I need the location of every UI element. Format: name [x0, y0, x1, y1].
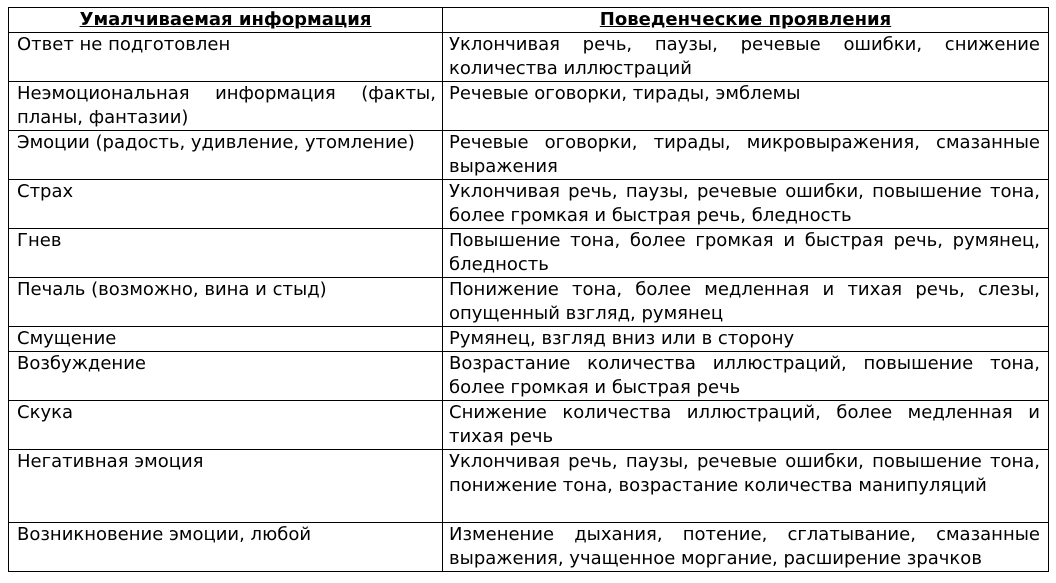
table-row: [9, 131, 1049, 180]
table-row: [9, 229, 1049, 278]
behavior-cell: Уклончивая речь, паузы, речевые ошибки, повышение тона, понижение тона, возрастание количества манипуляций: [443, 450, 1049, 523]
concealed-info-cell: Смущение: [9, 327, 443, 352]
concealed-info-cell: Гнев: [9, 229, 443, 278]
concealed-info-table: [8, 7, 1049, 572]
concealed-info-cell: Скука: [9, 401, 443, 450]
concealed-info-cell: Неэмоциональная информация (факты, планы, фантазии): [9, 82, 443, 131]
behavior-cell: Изменение дыхания, потение, сглатывание, смазанные выражения, учащенное моргание, расширение зрачков: [443, 523, 1049, 572]
behavior-cell: Речевые оговорки, тирады, эмблемы: [443, 82, 1049, 131]
concealed-info-cell: Негативная эмоция: [9, 450, 443, 523]
table-row: [9, 352, 1049, 401]
behavior-cell: Возрастание количества иллюстраций, повышение тона, более громкая и быстрая речь: [443, 352, 1049, 401]
table-row: [9, 82, 1049, 131]
table-row: [9, 401, 1049, 450]
concealed-info-cell: Страх: [9, 180, 443, 229]
behavior-cell: Речевые оговорки, тирады, микровыражения, смазанные выражения: [443, 131, 1049, 180]
concealed-info-cell: Ответ не подготовлен: [9, 33, 443, 82]
concealed-info-cell: Эмоции (радость, удивление, утомление): [9, 131, 443, 180]
header-concealed-info: Умалчиваемая информация: [9, 8, 443, 33]
table-row: [9, 523, 1049, 572]
behavior-cell: Уклончивая речь, паузы, речевые ошибки, снижение количества иллюстраций: [443, 33, 1049, 82]
concealed-info-cell: Возникновение эмоции, любой: [9, 523, 443, 572]
behavior-cell: Понижение тона, более медленная и тихая речь, слезы, опущенный взгляд, румянец: [443, 278, 1049, 327]
header-row: [9, 8, 1049, 33]
table-row: [9, 180, 1049, 229]
behavior-cell: Снижение количества иллюстраций, более медленная и тихая речь: [443, 401, 1049, 450]
concealed-info-cell: Возбуждение: [9, 352, 443, 401]
behavior-cell: Повышение тона, более громкая и быстрая речь, румянец, бледность: [443, 229, 1049, 278]
concealed-info-cell: Печаль (возможно, вина и стыд): [9, 278, 443, 327]
table-row: [9, 327, 1049, 352]
behavior-cell: Уклончивая речь, паузы, речевые ошибки, повышение тона, более громкая и быстрая речь, бледность: [443, 180, 1049, 229]
table-row: [9, 33, 1049, 82]
behavior-cell: Румянец, взгляд вниз или в сторону: [443, 327, 1049, 352]
header-behavioral-signs: Поведенческие проявления: [443, 8, 1049, 33]
table-row: [9, 450, 1049, 523]
table-row: [9, 278, 1049, 327]
